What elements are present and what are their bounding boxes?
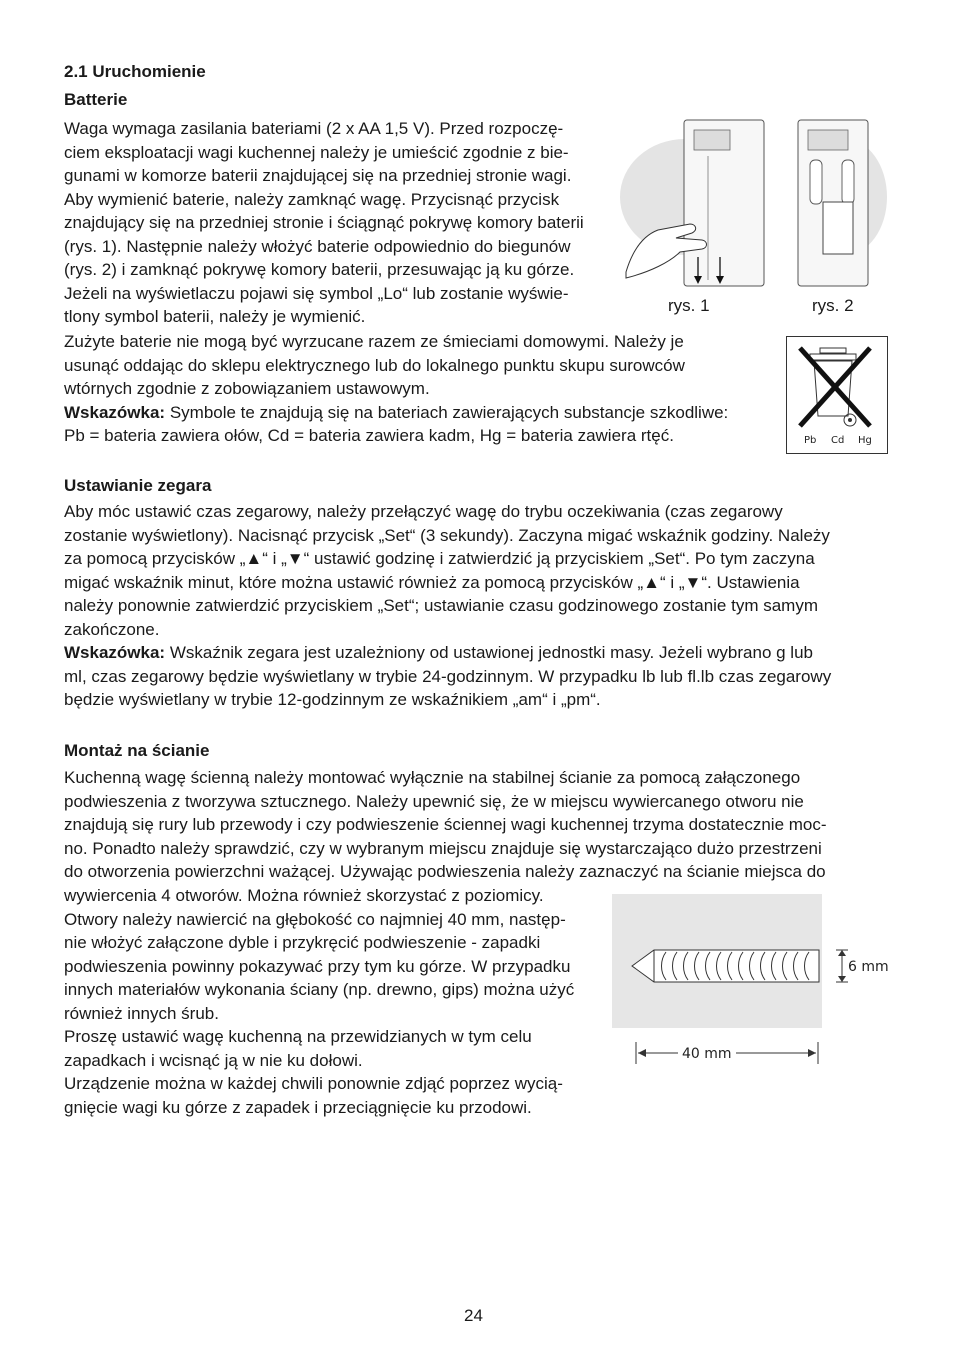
wall-paragraph-full [64, 766, 890, 884]
wall-paragraph-narrow [64, 884, 604, 1119]
page-number: 24 [464, 1306, 483, 1325]
text-line: podwieszenia powinny pokazywać przy tym ku górze. W przypadku [64, 956, 571, 976]
text-line: ciem eksploatacji wagi kuchennej należy je umieścić zgodnie z bie- [64, 142, 569, 162]
bin-label-cd: Cd [831, 435, 845, 446]
section-title: 2.1 Uruchomienie [64, 62, 206, 81]
text-line: Urządzenie można w każdej chwili ponownie zdjąć poprzez wycią- [64, 1074, 563, 1093]
text-line: innych materiałów wykonania ściany (np. drewno, gips) można użyć [64, 980, 575, 999]
crossed-bin-icon [786, 336, 888, 454]
text-line: nie włożyć załączone dyble i przykręcić podwieszenie - zapadki [64, 933, 541, 952]
text-line: (rys. 1). Następnie należy włożyć baterie odpowiednio do biegunów [64, 236, 571, 256]
drill-bit-icon [632, 950, 819, 982]
text-line: Otwory należy nawiercić na głębokość co najmniej 40 mm, następ- [64, 909, 566, 929]
text-line: znajdujący się na przedniej stronie i ściągnąć pokrywę komory baterii [64, 213, 584, 232]
text-line: gnięcie wagi ku górze z zapadek i przeciągnięcie ku przodowi. [64, 1097, 532, 1117]
text-line: znajdują się rury lub przewody i czy podwieszenie ściennej wagi kuchennej trzyma dostatecznie moc- [64, 815, 827, 834]
disposal-paragraph [64, 330, 770, 448]
text-line: również innych śrub. [64, 1003, 219, 1023]
note-label: Wskazówka: [64, 643, 166, 662]
text-line: zostanie wyświetlony). Nacisnąć przycisk „Set“ (3 sekundy). Zaczyna migać wskaźnik godziny. Należy [64, 525, 830, 545]
text-line: wtórnych zgodnie z zobowiązaniem ustawowym. [64, 379, 430, 398]
depth-label: 40 mm [682, 1046, 732, 1062]
text-line: zakończone. [64, 619, 160, 639]
text-line: Waga wymaga zasilania bateriami (2 x AA 1,5 V). Przed rozpoczę- [64, 119, 564, 138]
text-line: Zużyte baterie nie mogą być wyrzucane razem ze śmieciami domowymi. Należy je [64, 332, 684, 351]
figure-1-caption: rys. 1 [668, 296, 710, 315]
diameter-label: 6 mm [848, 959, 889, 975]
text-line: usunąć oddając do sklepu elektrycznego lub do lokalnego punktu skupu surowców [64, 355, 685, 375]
clock-heading: Ustawianie zegara [64, 476, 212, 495]
note-text: Wskaźnik zegara jest uzależniony od ustawionej jednostki masy. Jeżeli wybrano g lub [165, 643, 813, 662]
batteries-paragraph [64, 117, 612, 329]
text-line [64, 401, 770, 425]
scale-front-view [620, 120, 764, 286]
text-line: migać wskaźnik minut, które można ustawić również za pomocą przycisków „▲“ i „▼“. Ustawienia [64, 572, 800, 592]
battery-compartment-view [798, 120, 887, 286]
text-line [64, 641, 890, 665]
figure-2-caption: rys. 2 [812, 296, 854, 315]
clock-paragraph [64, 500, 890, 712]
drill-depth-diagram [612, 894, 892, 1072]
text-line: do otworzenia powierzchni ważącej. Używając podwieszenia należy zaznaczyć na ścianie miejsca do [64, 862, 826, 881]
bin-label-hg: Hg [858, 435, 872, 446]
wall-heading: Montaż na ścianie [64, 741, 210, 760]
text-line: Pb = bateria zawiera ołów, Cd = bateria zawiera kadm, Hg = bateria zawiera rtęć. [64, 426, 674, 445]
text-line: (rys. 2) i zamknąć pokrywę komory baterii, przesuwając ją ku górze. [64, 260, 575, 279]
text-line: Proszę ustawić wagę kuchenną na przewidzianych w tym celu [64, 1027, 532, 1046]
text-line: zapadkach i wcisnąć ją w nie ku dołowi. [64, 1050, 363, 1070]
text-line: podwieszenia z tworzywa sztucznego. Należy upewnić się, że w miejscu wywiercanego otworu nie [64, 791, 804, 811]
note-text: Symbole te znajdują się na bateriach zawierających substancje szkodliwe: [165, 402, 729, 422]
text-line: gunami w komorze baterii znajdującej się na przedniej stronie wagi. [64, 166, 572, 185]
bin-label-pb: Pb [804, 435, 817, 446]
text-line: Jeżeli na wyświetlaczu pojawi się symbol „Lo“ lub zostanie wyświe- [64, 283, 569, 303]
text-line: Aby móc ustawić czas zegarowy, należy przełączyć wagę do trybu oczekiwania (czas zegarowy [64, 502, 783, 521]
batteries-heading: Batterie [64, 90, 128, 109]
text-line: Aby wymienić baterie, należy zamknąć wagę. Przycisnąć przycisk [64, 189, 560, 209]
text-line: będzie wyświetlany w trybie 12-godzinnym ze wskaźnikiem „am“ i „pm“. [64, 690, 601, 709]
text-line: za pomocą przycisków „▲“ i „▼“ ustawić godzinę i zatwierdzić ją przyciskiem „Set“. Po tym zaczyna [64, 549, 815, 568]
text-line: no. Ponadto należy sprawdzić, czy w wybranym miejscu znajduje się wystarczająco dużo przestrzeni [64, 838, 822, 858]
note-label: Wskazówka: [64, 402, 166, 422]
text-line: wywiercenia 4 otworów. Można również skorzystać z poziomicy. [64, 886, 544, 905]
battery-figure-illustration [620, 112, 895, 292]
text-line: należy ponownie zatwierdzić przyciskiem „Set“; ustawianie czasu godzinowego zostanie tym samym [64, 596, 818, 615]
text-line: tlony symbol baterii, należy je wymienić. [64, 307, 366, 326]
text-line: Kuchenną wagę ścienną należy montować wyłącznie na stabilnej ścianie za pomocą załączonego [64, 768, 801, 787]
text-line: ml, czas zegarowy będzie wyświetlany w trybie 24-godzinnym. W przypadku lb lub fl.lb czas zegarowy [64, 666, 832, 686]
